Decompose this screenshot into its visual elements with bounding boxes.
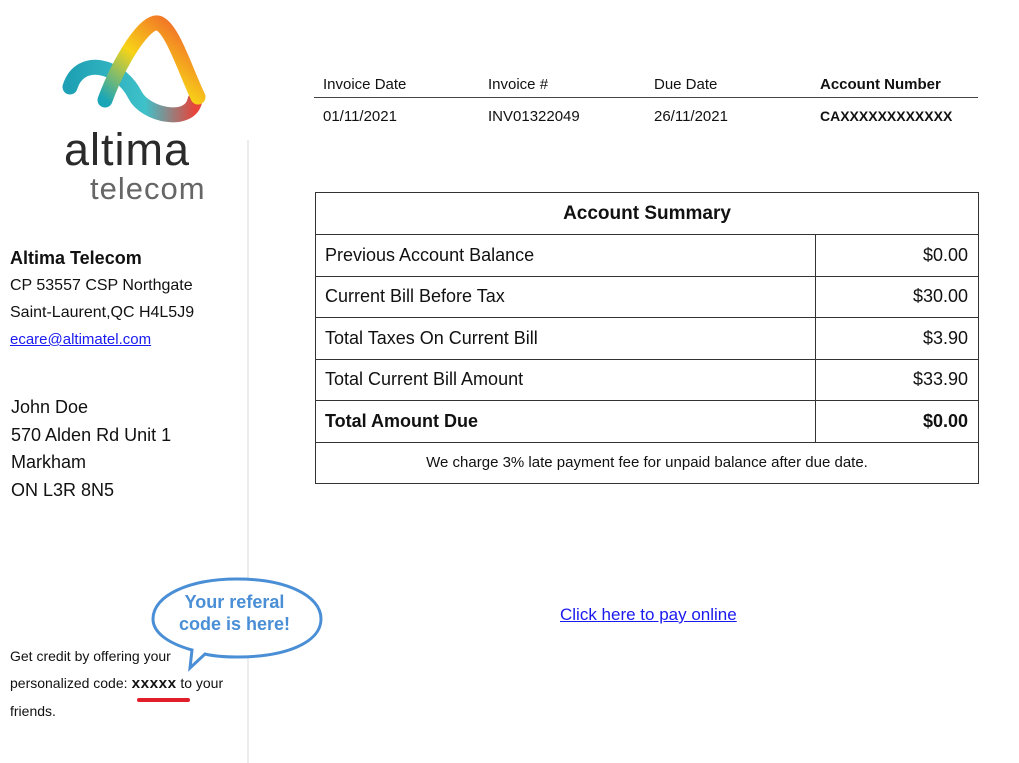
summary-row-previous-balance: Previous Account Balance $0.00 [316, 235, 978, 277]
company-address-line1: CP 53557 CSP Northgate [10, 277, 193, 294]
altima-logo [60, 15, 220, 205]
account-number-value: CAXXXXXXXXXXXX [820, 108, 953, 124]
invoice-header-values [314, 98, 978, 134]
logo-subtitle: telecom [90, 171, 206, 206]
customer-address-block [11, 394, 171, 504]
company-address-line2: Saint-Laurent,QC H4L5J9 [10, 304, 195, 321]
company-email-link[interactable]: ecare@altimatel.com [10, 331, 152, 348]
account-summary-title: Account Summary [316, 193, 978, 235]
invoice-number-label: Invoice # [488, 76, 549, 93]
invoice-header-labels [314, 72, 978, 98]
due-date-label: Due Date [654, 76, 718, 93]
customer-city: Markham [11, 452, 87, 472]
customer-address-line1: 570 Alden Rd Unit 1 [11, 424, 172, 445]
referral-code: xxxxx [131, 676, 177, 693]
account-summary-table [315, 192, 979, 484]
invoice-header-table [314, 72, 978, 134]
customer-name: John Doe [11, 397, 89, 417]
summary-row-total-due: Total Amount Due $0.00 [316, 401, 978, 443]
summary-row-taxes: Total Taxes On Current Bill $3.90 [316, 318, 978, 360]
referral-text-after: to your friends. [10, 675, 224, 719]
due-date-value: 26/11/2021 [654, 107, 728, 125]
referral-message [10, 643, 245, 725]
company-address-block [10, 245, 194, 353]
account-number-label: Account Number [820, 76, 941, 93]
invoice-number-value: INV01322049 [488, 107, 580, 125]
summary-row-current-bill-total: Total Current Bill Amount $33.90 [316, 360, 978, 402]
logo-mark-icon [60, 15, 220, 135]
late-fee-note: We charge 3% late payment fee for unpaid balance after due date. [426, 453, 868, 471]
invoice-date-label: Invoice Date [323, 76, 407, 93]
pay-online-link[interactable]: Click here to pay online [560, 605, 737, 624]
referral-text-before: Get credit by offering your personalized code: [10, 648, 171, 691]
summary-row-bill-before-tax: Current Bill Before Tax $30.00 [316, 277, 978, 319]
referral-code-underline [137, 698, 190, 702]
referral-callout-text: Your referal code is here! [178, 592, 291, 634]
logo-wordmark: altima [64, 124, 191, 175]
invoice-date-value: 01/11/2021 [323, 107, 397, 125]
company-name: Altima Telecom [10, 248, 142, 268]
customer-province-postal: ON L3R 8N5 [11, 479, 115, 500]
